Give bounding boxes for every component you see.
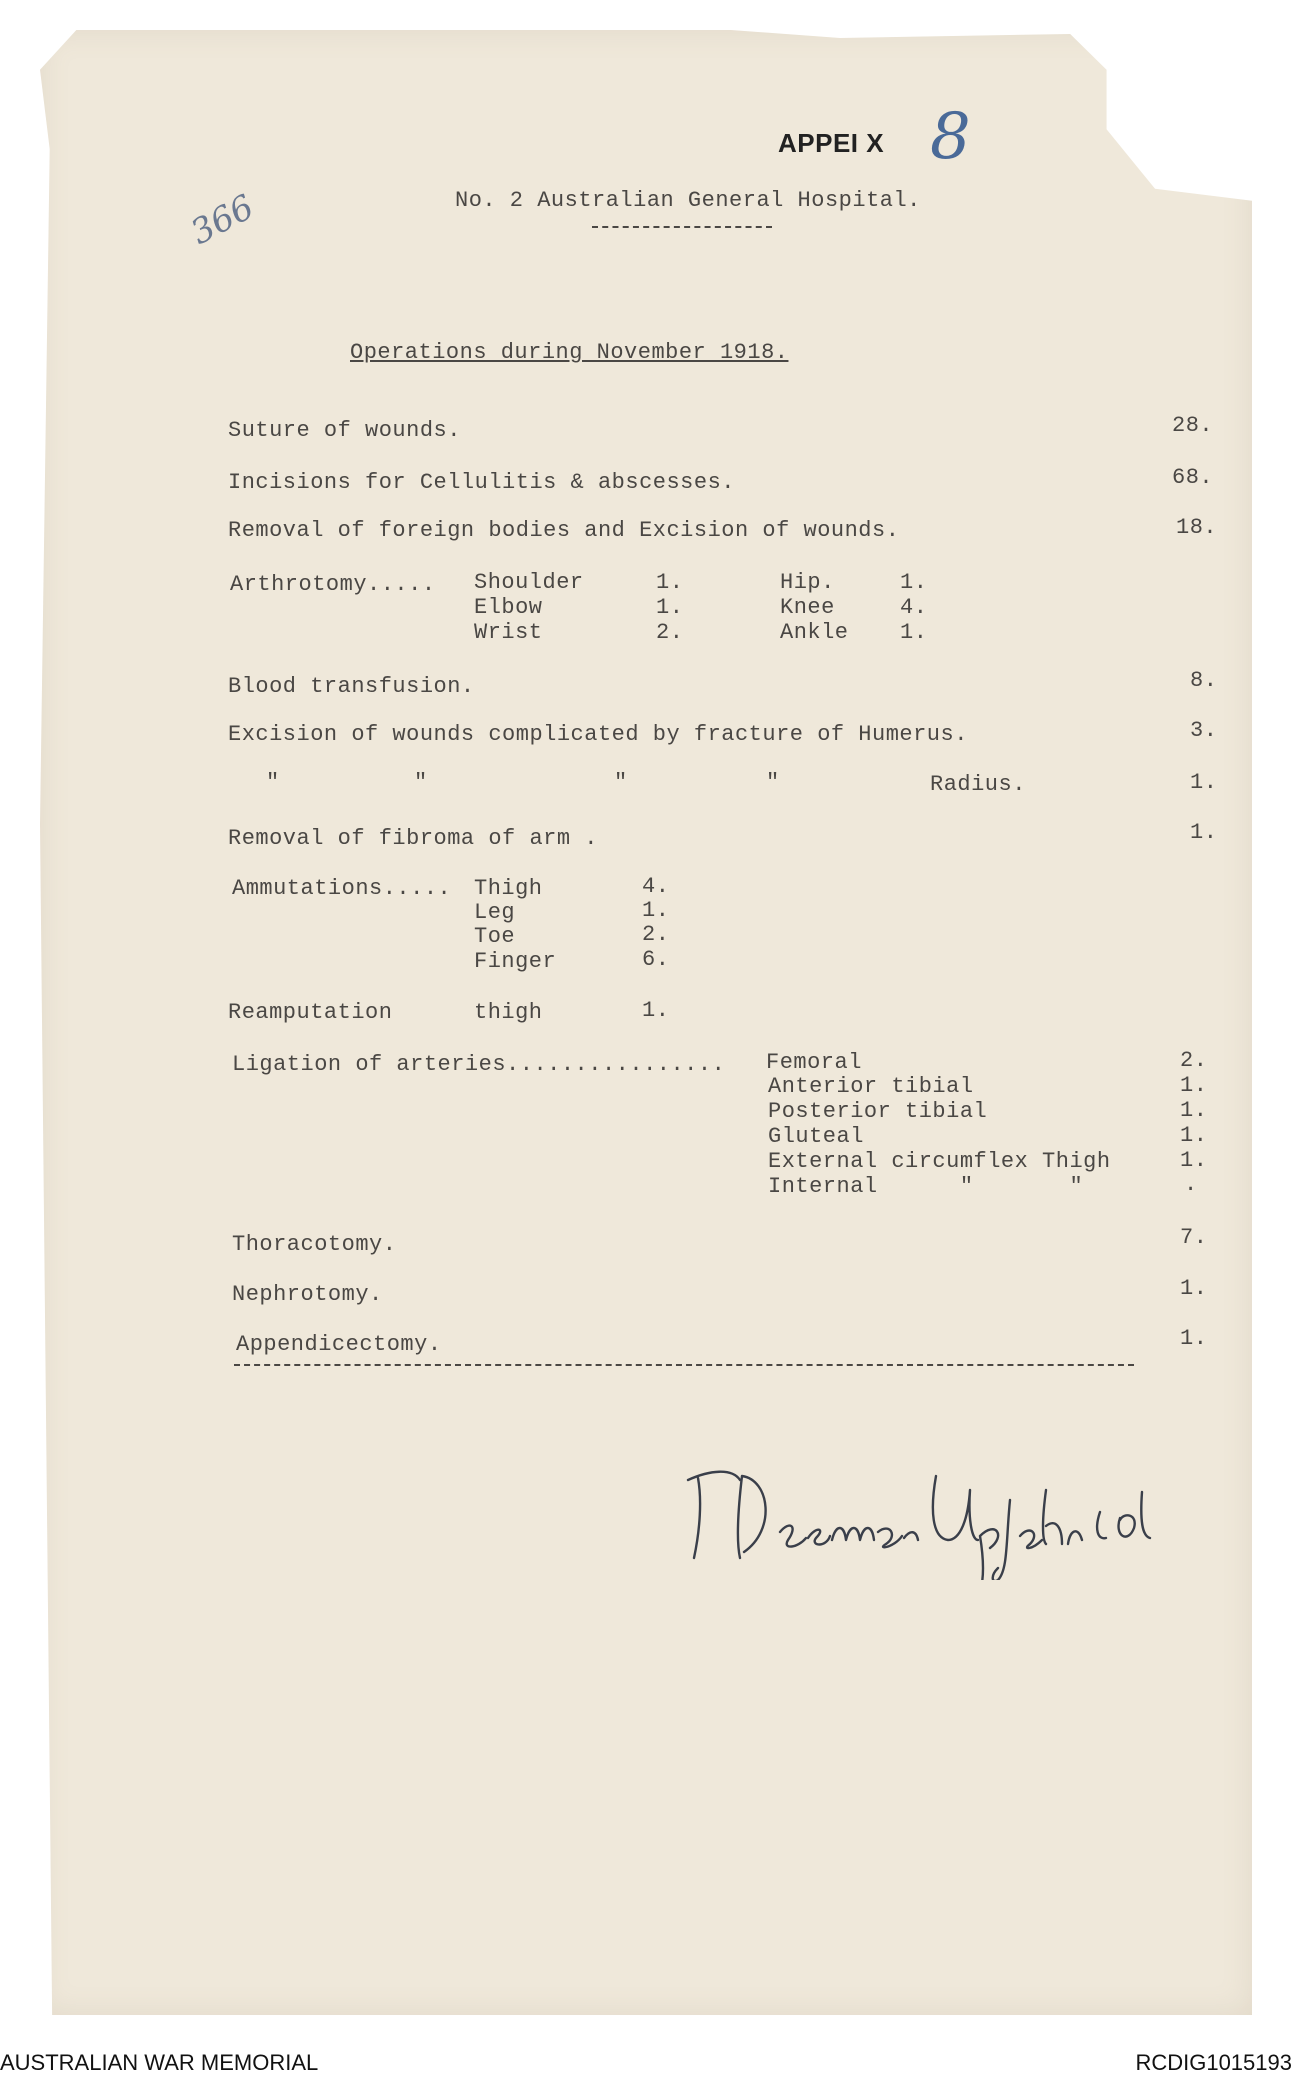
nephrotomy-count: 1. bbox=[1180, 1276, 1208, 1301]
artery-name: Gluteal bbox=[768, 1124, 864, 1149]
artery-name: Femoral bbox=[766, 1050, 862, 1075]
ditto-mark: " bbox=[766, 770, 780, 795]
artery-name: Anterior tibial bbox=[768, 1074, 974, 1099]
arthrotomy-count: 2. bbox=[656, 620, 684, 645]
arthrotomy-label: Arthrotomy..... bbox=[230, 572, 436, 597]
arthrotomy-part: Elbow bbox=[474, 595, 543, 620]
amputation-count: 1. bbox=[642, 898, 670, 923]
hospital-underline bbox=[592, 226, 772, 228]
amputation-part: Toe bbox=[474, 924, 516, 949]
footer-right: RCDIG1015193 bbox=[1135, 2050, 1292, 2075]
reamputation-label: Reamputation bbox=[228, 1000, 393, 1025]
thoracotomy-count: 7. bbox=[1180, 1225, 1208, 1250]
nephrotomy-label: Nephrotomy. bbox=[232, 1282, 383, 1307]
ditto-mark: " bbox=[614, 770, 628, 795]
amputation-part: Finger bbox=[474, 949, 557, 974]
amputations-label: Ammutations..... bbox=[232, 876, 452, 901]
artery-count: 1. bbox=[1180, 1098, 1208, 1123]
artery-count: 1. bbox=[1180, 1148, 1208, 1173]
artery-name: Posterior tibial bbox=[768, 1099, 988, 1124]
humerus-label: Excision of wounds complicated by fracture of Humerus. bbox=[228, 722, 968, 747]
footer-left: AUSTRALIAN WAR MEMORIAL bbox=[0, 2050, 319, 2075]
page-number: 366 bbox=[184, 187, 261, 253]
arthrotomy-count: 1. bbox=[656, 595, 684, 620]
arthrotomy-part: Knee bbox=[780, 595, 835, 620]
suture-count: 28. bbox=[1172, 413, 1214, 438]
blood-count: 8. bbox=[1190, 668, 1218, 693]
fibroma-count: 1. bbox=[1190, 820, 1218, 845]
incisions-label: Incisions for Cellulitis & abscesses. bbox=[228, 470, 735, 495]
arthrotomy-part: Wrist bbox=[474, 620, 543, 645]
amputation-count: 4. bbox=[642, 874, 670, 899]
arthrotomy-part: Hip. bbox=[780, 570, 835, 595]
closing-rule bbox=[234, 1364, 1134, 1366]
radius-count: 1. bbox=[1190, 770, 1218, 795]
fibroma-label: Removal of fibroma of arm . bbox=[228, 826, 598, 851]
removal-label: Removal of foreign bodies and Excision of wounds. bbox=[228, 518, 900, 543]
arthrotomy-count: 1. bbox=[900, 570, 928, 595]
blood-label: Blood transfusion. bbox=[228, 674, 475, 699]
thoracotomy-label: Thoracotomy. bbox=[232, 1232, 397, 1257]
appendix-label: APPEI X bbox=[778, 128, 885, 158]
artery-count: . bbox=[1184, 1172, 1198, 1197]
artery-count: 2. bbox=[1180, 1048, 1208, 1073]
appendicectomy-label: Appendicectomy. bbox=[236, 1332, 442, 1357]
arthrotomy-count: 1. bbox=[900, 620, 928, 645]
incisions-count: 68. bbox=[1172, 465, 1214, 490]
removal-count: 18. bbox=[1176, 515, 1218, 540]
radius-label: Radius. bbox=[930, 772, 1026, 797]
arthrotomy-part: Shoulder bbox=[474, 570, 584, 595]
ditto-mark: " bbox=[266, 770, 280, 795]
ditto-mark: " bbox=[414, 770, 428, 795]
amputation-count: 6. bbox=[642, 947, 670, 972]
arthrotomy-count: 1. bbox=[656, 570, 684, 595]
arthrotomy-part: Ankle bbox=[780, 620, 849, 645]
suture-label: Suture of wounds. bbox=[228, 418, 461, 443]
ligation-label: Ligation of arteries................ bbox=[232, 1052, 726, 1077]
artery-name: Internal " " bbox=[768, 1174, 1084, 1199]
amputation-part: Leg bbox=[474, 900, 516, 925]
hospital-name: No. 2 Australian General Hospital. bbox=[455, 188, 921, 213]
appendicectomy-count: 1. bbox=[1180, 1326, 1208, 1351]
artery-count: 1. bbox=[1180, 1073, 1208, 1098]
amputation-count: 2. bbox=[642, 922, 670, 947]
reamputation-part: thigh bbox=[474, 1000, 543, 1025]
artery-name: External circumflex Thigh bbox=[768, 1149, 1111, 1174]
signature bbox=[680, 1440, 1160, 1580]
page-title: Operations during November 1918. bbox=[350, 340, 789, 365]
humerus-count: 3. bbox=[1190, 718, 1218, 743]
arthrotomy-count: 4. bbox=[900, 595, 928, 620]
reamputation-count: 1. bbox=[642, 998, 670, 1023]
amputation-part: Thigh bbox=[474, 876, 543, 901]
appendix-number: 8 bbox=[930, 100, 971, 174]
artery-count: 1. bbox=[1180, 1123, 1208, 1148]
